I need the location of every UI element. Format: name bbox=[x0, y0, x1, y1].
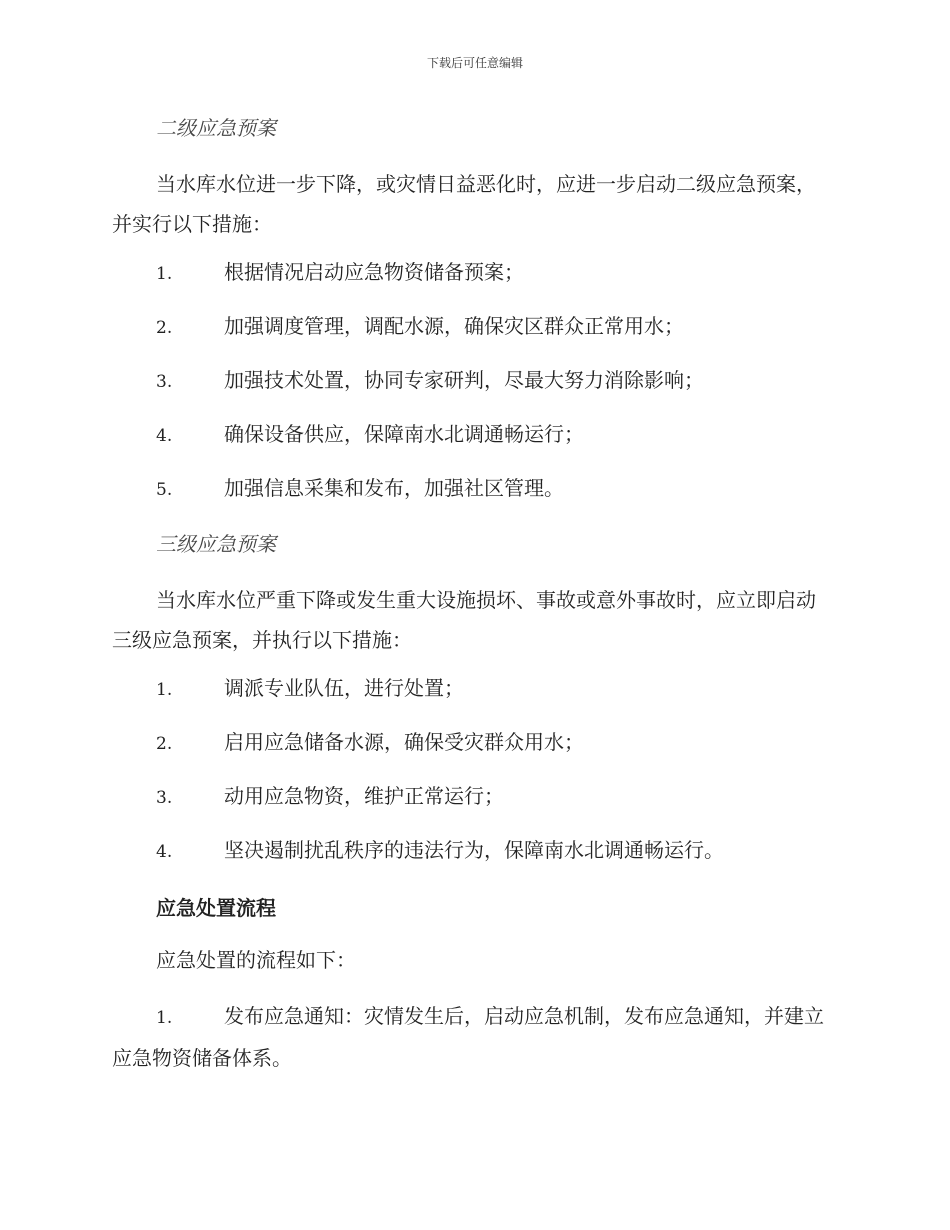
list-number: 1. bbox=[156, 264, 173, 284]
list-text: 确保设备供应，保障南水北调通畅运行； bbox=[224, 422, 584, 446]
document-body bbox=[112, 110, 832, 1078]
list-number: 2. bbox=[156, 318, 173, 338]
list-item bbox=[112, 310, 832, 364]
list-number: 3. bbox=[156, 372, 173, 392]
list-item bbox=[112, 726, 832, 780]
list-item bbox=[112, 780, 832, 834]
process-item bbox=[112, 996, 832, 1078]
list-text: 加强技术处置，协同专家研判，尽最大努力消除影响； bbox=[224, 368, 704, 392]
list-item bbox=[112, 256, 832, 310]
list-item bbox=[112, 672, 832, 726]
level2-list bbox=[112, 256, 832, 526]
list-number: 4. bbox=[156, 426, 173, 446]
list-text: 调派专业队伍，进行处置； bbox=[224, 676, 464, 700]
level2-title: 二级应急预案 bbox=[156, 116, 276, 140]
list-text: 启用应急储备水源，确保受灾群众用水； bbox=[224, 730, 584, 754]
list-text: 加强信息采集和发布，加强社区管理。 bbox=[224, 476, 564, 500]
level3-title: 三级应急预案 bbox=[156, 532, 276, 556]
level3-intro: 当水库水位严重下降或发生重大设施损坏、事故或意外事故时，应立即启动三级应急预案，并执行以下措施： bbox=[112, 588, 816, 652]
list-text: 根据情况启动应急物资储备预案； bbox=[224, 260, 524, 284]
list-number: 2. bbox=[156, 734, 173, 754]
list-text: 坚决遏制扰乱秩序的违法行为，保障南水北调通畅运行。 bbox=[224, 838, 724, 862]
list-text: 发布应急通知：灾情发生后，启动应急机制，发布应急通知，并建立应急物资储备体系。 bbox=[112, 1004, 824, 1070]
list-number: 5. bbox=[156, 480, 173, 500]
process-title: 应急处置流程 bbox=[156, 896, 276, 920]
list-item bbox=[112, 418, 832, 472]
list-text: 动用应急物资，维护正常运行； bbox=[224, 784, 504, 808]
list-number: 1. bbox=[156, 1008, 173, 1028]
page-header: 下载后可任意编辑 bbox=[426, 56, 523, 70]
list-item bbox=[112, 472, 832, 526]
list-number: 1. bbox=[156, 680, 173, 700]
process-intro: 应急处置的流程如下： bbox=[156, 948, 356, 972]
list-text: 加强调度管理，调配水源，确保灾区群众正常用水； bbox=[224, 314, 684, 338]
level2-intro: 当水库水位进一步下降，或灾情日益恶化时，应进一步启动二级应急预案，并实行以下措施： bbox=[112, 172, 816, 236]
list-item bbox=[112, 834, 832, 888]
list-number: 3. bbox=[156, 788, 173, 808]
list-number: 4. bbox=[156, 842, 173, 862]
level3-list bbox=[112, 672, 832, 888]
list-item bbox=[112, 364, 832, 418]
